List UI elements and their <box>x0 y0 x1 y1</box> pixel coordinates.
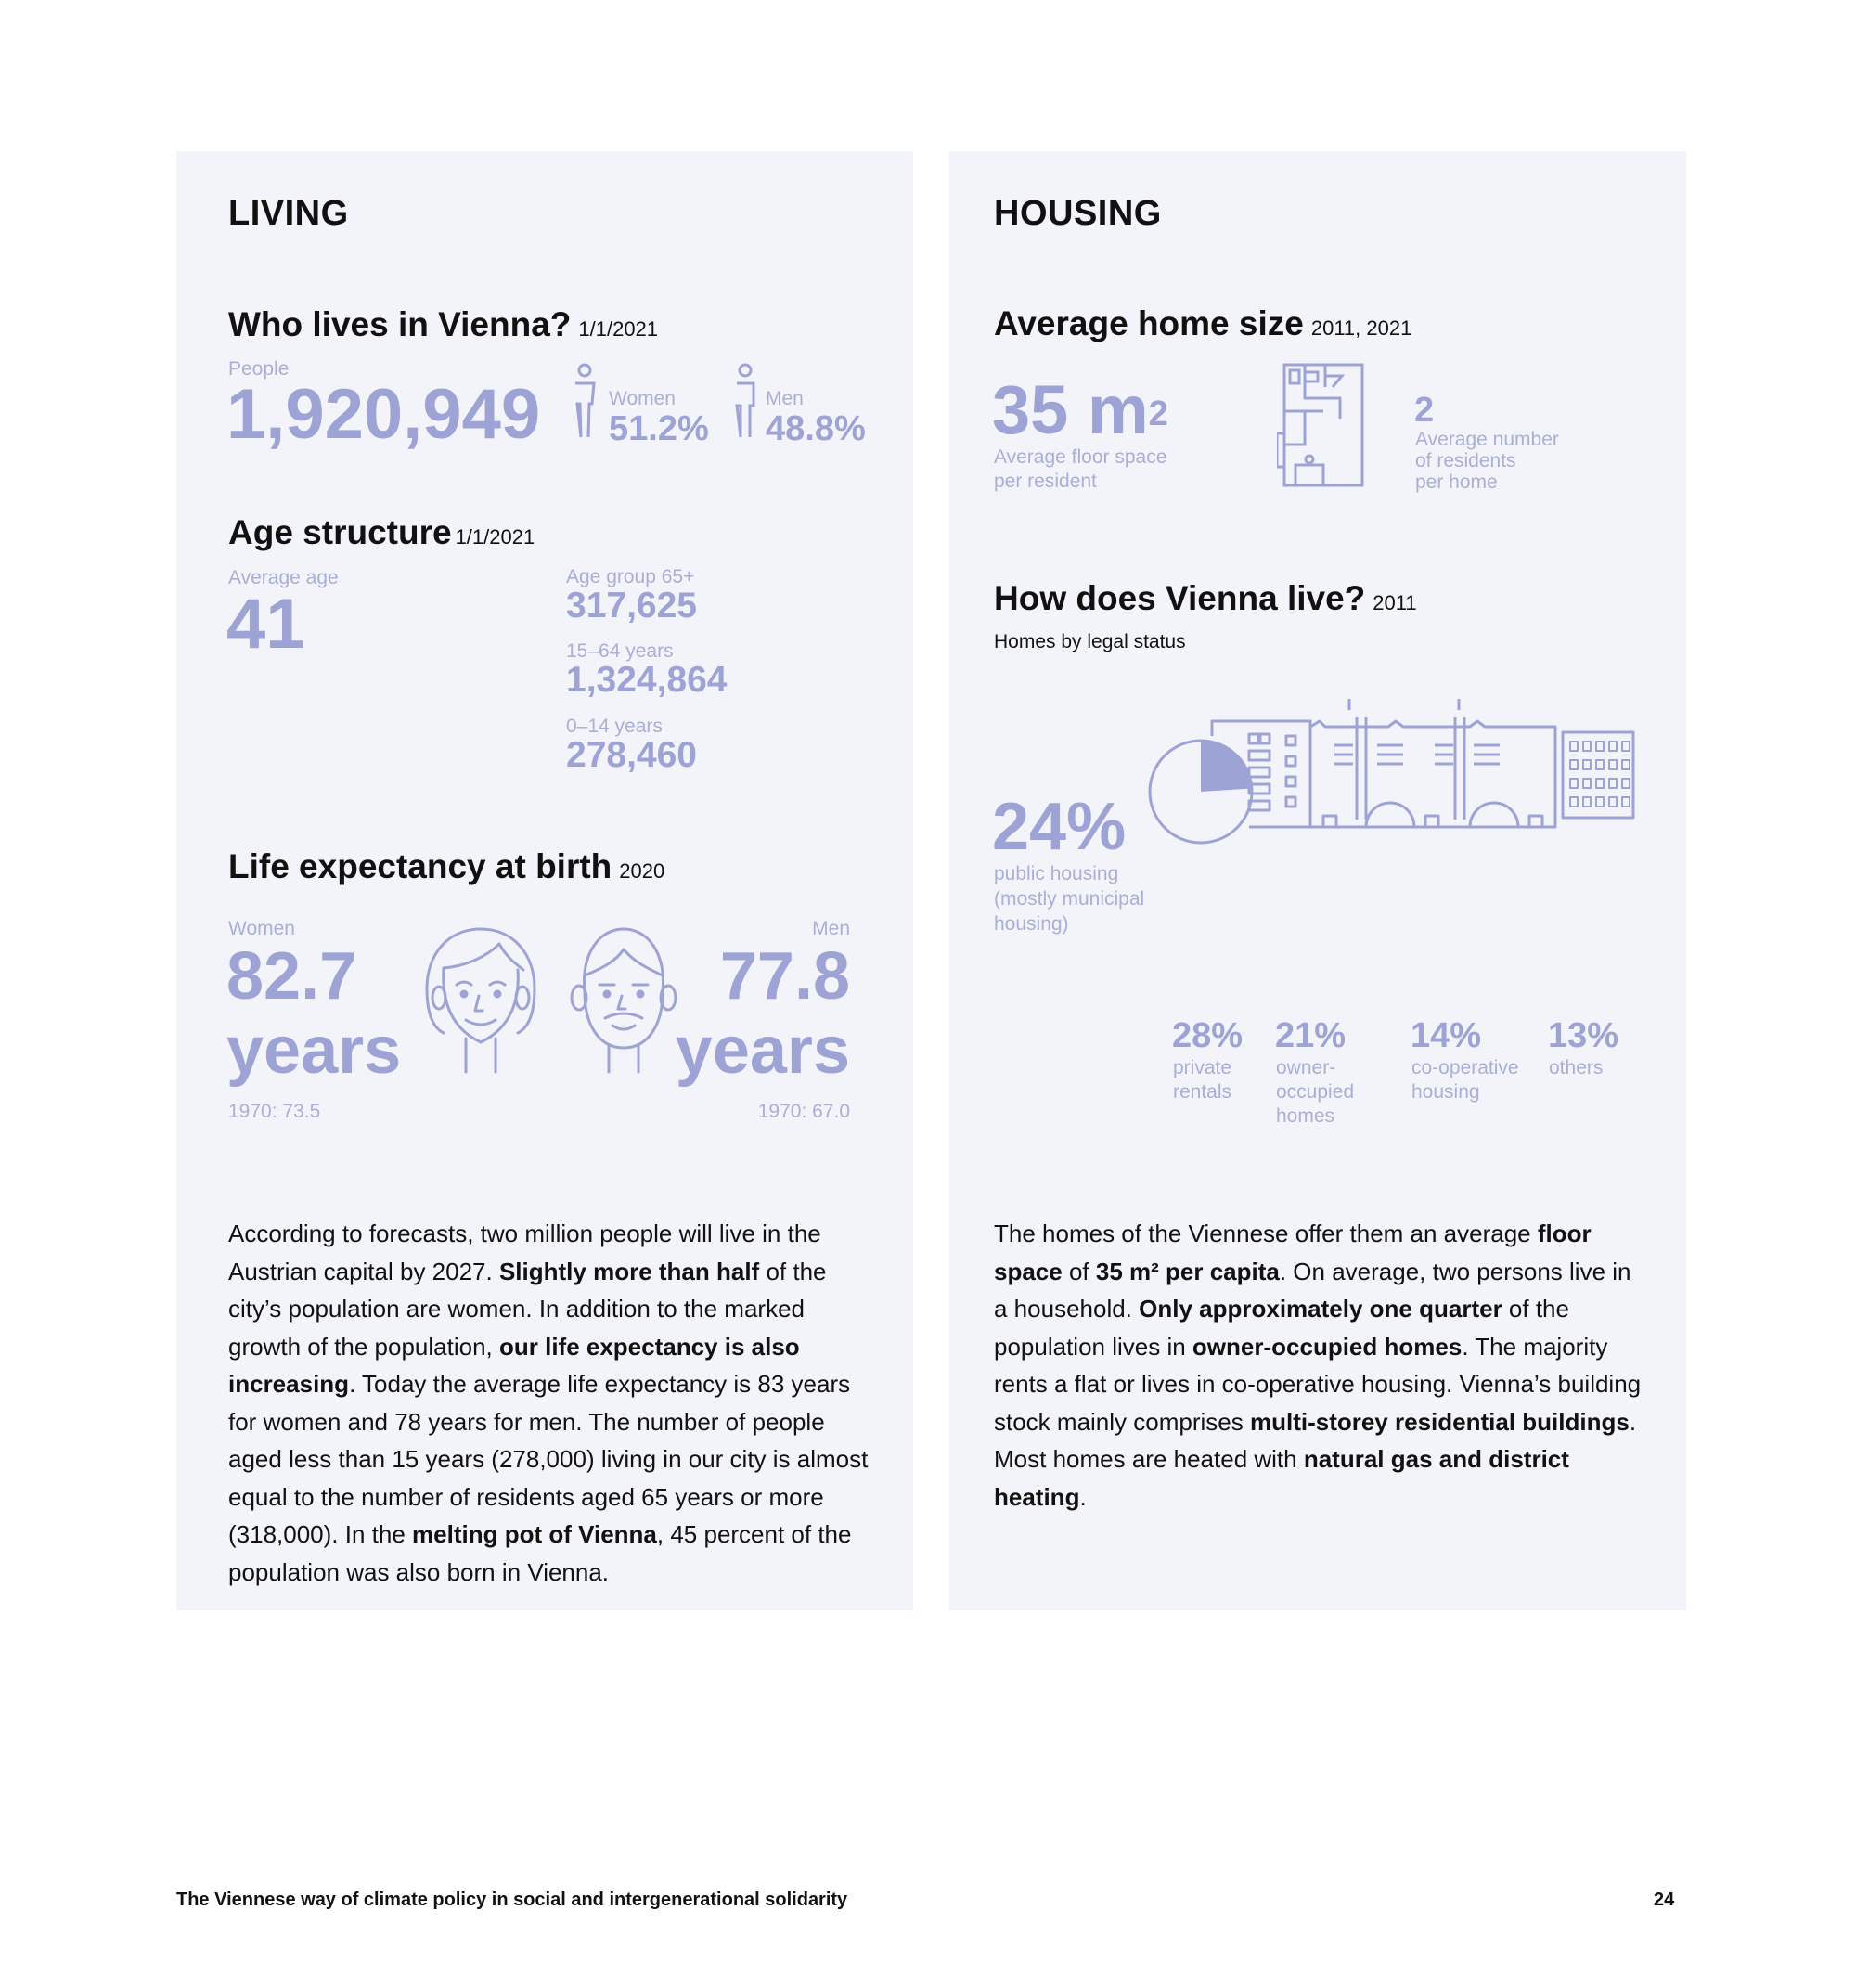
who-lives-heading <box>228 305 658 344</box>
who-lives-date: 1/1/2021 <box>578 317 659 341</box>
label-owner-occupied-2: occupied <box>1276 1081 1355 1103</box>
age-15-64-label: 15–64 years <box>566 640 674 662</box>
floor-space-label-1: Average floor space <box>994 446 1167 468</box>
life-expectancy-heading-text: Life expectancy at birth <box>228 847 612 885</box>
housing-para-text-2: of <box>1062 1257 1096 1285</box>
label-private-rentals-1: private <box>1173 1057 1232 1078</box>
living-para-text-2: of the city’s population are women. In addition to the marked growth of the population, <box>228 1257 827 1361</box>
housing-para-text-1: The homes of the Viennese offer them an average <box>994 1220 1538 1247</box>
living-para-bold-2: our life expectancy is also increasing <box>228 1332 800 1398</box>
how-vienna-lives-date: 2011 <box>1373 591 1417 614</box>
residents-label-1: Average number <box>1415 429 1559 450</box>
pct-owner-occupied: 21% <box>1275 1016 1347 1055</box>
home-size-heading <box>994 304 1411 343</box>
life-women-1970: 1970: 73.5 <box>228 1101 321 1122</box>
footer-title: The Viennese way of climate policy in social and intergenerational solidarity <box>176 1890 848 1910</box>
label-private-rentals-2: rentals <box>1173 1081 1232 1103</box>
pct-public-housing: 24% <box>992 790 1127 864</box>
people-label: People <box>228 358 290 380</box>
label-co-operative-1: co-operative <box>1411 1057 1519 1078</box>
housing-para-bold-1: floor space <box>994 1220 1592 1285</box>
pie-slice-public-housing <box>1201 741 1252 792</box>
housing-para-bold-6: natural gas and district heating <box>994 1445 1569 1511</box>
woman-face-icon <box>419 923 542 1079</box>
housing-chart <box>1147 699 1648 847</box>
living-para-bold-1: Slightly more than half <box>498 1257 760 1285</box>
label-co-operative-2: housing <box>1411 1081 1480 1103</box>
age-15-64-value: 1,324,864 <box>566 660 728 700</box>
men-label: Men <box>766 388 804 409</box>
life-women-label: Women <box>228 918 295 939</box>
living-paragraph <box>228 1215 869 1591</box>
housing-para-text-5: . The majority rents a flat or lives in co-operative housing. Vienna’s building stock mainly comprises <box>994 1332 1642 1436</box>
housing-para-text-4: of the population lives in <box>994 1295 1569 1361</box>
floor-space-number: 35 m <box>992 371 1149 448</box>
housing-para-bold-3: Only approximately one quarter <box>1139 1295 1502 1323</box>
how-vienna-lives-heading <box>994 579 1417 618</box>
floor-plan-icon <box>1277 363 1373 493</box>
living-para-text-3: . Today the average life expectancy is 83 years for women and 78 years for men. The number of people aged less than 15 years (278,000) living in our city is almost equal to the number of residents aged 65 years or more (318,000). In the <box>228 1370 869 1548</box>
life-men-label: Men <box>812 918 850 939</box>
page-number: 24 <box>1654 1890 1675 1910</box>
housing-para-bold-5: multi-storey residential buildings <box>1249 1407 1630 1436</box>
age-0-14-label: 0–14 years <box>566 716 663 737</box>
life-men-number: 77.8 <box>719 939 850 1013</box>
housing-title: HOUSING <box>994 194 1162 233</box>
woman-figure-icon <box>571 363 599 439</box>
residents-label-2: of residents <box>1415 450 1516 471</box>
men-value: 48.8% <box>766 409 866 448</box>
floor-space-value <box>992 372 1168 448</box>
living-para-text-1: According to forecasts, two million people will live in the Austrian capital by 2027. <box>228 1220 821 1285</box>
pct-private-rentals: 28% <box>1172 1016 1244 1055</box>
residents-value: 2 <box>1414 391 1435 430</box>
life-expectancy-date: 2020 <box>619 859 665 883</box>
pct-others: 13% <box>1548 1016 1619 1055</box>
label-public-housing-1: public housing <box>994 863 1119 884</box>
floor-space-label-2: per resident <box>994 471 1097 492</box>
label-owner-occupied-3: homes <box>1276 1105 1335 1127</box>
label-public-housing-3: housing) <box>994 913 1069 935</box>
who-lives-heading-text: Who lives in Vienna? <box>228 305 572 343</box>
label-owner-occupied-1: owner- <box>1276 1057 1336 1078</box>
housing-paragraph <box>994 1215 1643 1516</box>
housing-para-bold-4: owner-occupied homes <box>1192 1332 1463 1361</box>
age-structure-heading <box>228 513 535 552</box>
age-0-14-value: 278,460 <box>566 735 697 775</box>
age-structure-date: 1/1/2021 <box>455 525 535 549</box>
homes-by-status-subtitle: Homes by legal status <box>994 631 1186 652</box>
home-size-date: 2011, 2021 <box>1310 316 1412 340</box>
housing-para-text-3: . On average, two persons live in a household. <box>994 1257 1631 1323</box>
how-vienna-lives-heading-text: How does Vienna live? <box>994 579 1366 617</box>
living-para-bold-3: melting pot of Vienna <box>412 1520 657 1548</box>
life-men-unit: years <box>675 1013 850 1088</box>
women-label: Women <box>609 388 676 409</box>
life-women-number: 82.7 <box>226 939 357 1013</box>
life-men-1970: 1970: 67.0 <box>757 1101 850 1122</box>
housing-panel <box>949 151 1686 1610</box>
living-panel <box>176 151 913 1610</box>
housing-para-text-6: . Most homes are heated with <box>994 1407 1637 1473</box>
women-value: 51.2% <box>609 409 709 448</box>
housing-para-text-7: . <box>1079 1482 1087 1511</box>
living-title: LIVING <box>228 194 349 233</box>
floor-space-sup: 2 <box>1148 394 1168 433</box>
average-age-value: 41 <box>226 585 305 664</box>
age-structure-heading-text: Age structure <box>228 513 452 551</box>
pct-co-operative: 14% <box>1411 1016 1482 1055</box>
man-face-icon <box>562 923 685 1079</box>
average-age-label: Average age <box>228 567 339 588</box>
age-65-value: 317,625 <box>566 586 697 626</box>
label-others-1: others <box>1549 1057 1604 1078</box>
building-long-outline <box>1310 721 1555 827</box>
life-women-unit: years <box>226 1013 402 1088</box>
living-para-text-4: , 45 percent of the population was also born in Vienna. <box>228 1520 852 1586</box>
man-figure-icon <box>731 363 759 439</box>
residents-label-3: per home <box>1415 471 1498 493</box>
label-public-housing-2: (mostly municipal <box>994 888 1145 910</box>
housing-para-bold-2: 35 m² per capita <box>1095 1257 1280 1285</box>
home-size-heading-text: Average home size <box>994 304 1304 342</box>
life-expectancy-heading <box>228 847 664 886</box>
people-value: 1,920,949 <box>226 375 541 454</box>
age-65-label: Age group 65+ <box>566 566 695 587</box>
